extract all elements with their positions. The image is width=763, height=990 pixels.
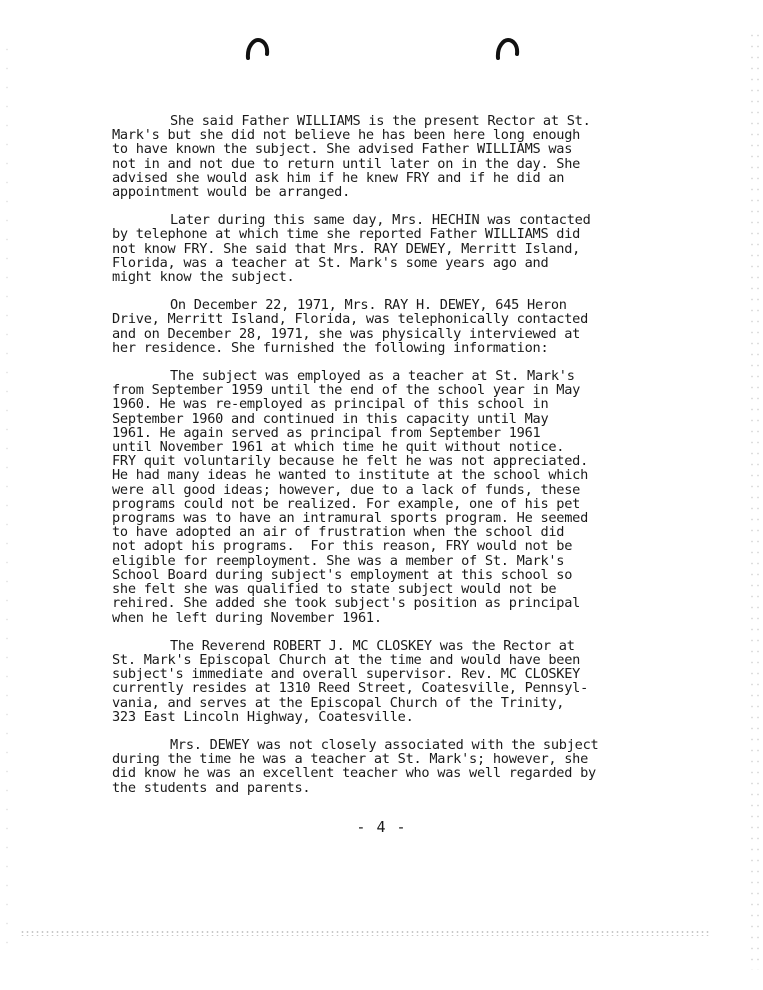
text-line: Mark's but she did not believe he has been here long enough	[112, 127, 581, 144]
text-line: 323 East Lincoln Highway, Coatesville.	[112, 708, 414, 725]
text-line: until November 1961 at which time he quit without notice.	[112, 439, 565, 456]
text-line: were all good ideas; however, due to a lack of funds, these	[112, 481, 581, 498]
text-line: eligible for reemployment. She was a member of St. Mark's	[112, 552, 565, 569]
text-line: The Reverend ROBERT J. MC CLOSKEY was the Rector at	[170, 637, 575, 654]
punch-hole-mark-left	[244, 36, 270, 62]
text-line: from September 1959 until the end of the school year in May	[112, 382, 581, 399]
document-body	[112, 114, 640, 809]
text-line: 1960. He was re-employed as principal of this school in	[112, 396, 549, 413]
text-line: Florida, was a teacher at St. Mark's some years ago and	[112, 254, 549, 271]
text-line: to have adopted an air of frustration when the school did	[112, 524, 565, 541]
page-number: - 4 -	[356, 818, 407, 836]
text-line: vania, and serves at the Episcopal Church of the Trinity,	[112, 694, 565, 711]
text-line: FRY quit voluntarily because he felt he was not appreciated.	[112, 453, 589, 470]
text-line: during the time he was a teacher at St. Mark's; however, she	[112, 751, 589, 768]
text-line: subject's immediate and overall supervisor. Rev. MC CLOSKEY	[112, 666, 581, 683]
text-line: Drive, Merritt Island, Florida, was telephonically contacted	[112, 311, 589, 328]
punch-hole-mark-right	[494, 36, 520, 62]
text-line: and on December 28, 1971, she was physically interviewed at	[112, 325, 581, 342]
text-line: did know he was an excellent teacher who was well regarded by	[112, 765, 596, 782]
text-line: advised she would ask him if he knew FRY and if he did an	[112, 169, 565, 186]
text-line: rehired. She added she took subject's position as principal	[112, 595, 581, 612]
text-line: Mrs. DEWEY was not closely associated with the subject	[170, 736, 599, 753]
paragraph-dewey-assessment	[112, 738, 640, 795]
text-line: not in and not due to return until later on in the day. She	[112, 155, 581, 172]
paragraph-hechin-contact	[112, 213, 640, 284]
paragraph-employment-history	[112, 369, 640, 625]
text-line: when he left during November 1961.	[112, 609, 382, 626]
text-line: appointment would be arranged.	[112, 184, 351, 201]
text-line: not adopt his programs. For this reason, FRY would not be	[112, 538, 573, 555]
text-line: School Board during subject's employment at this school so	[112, 566, 573, 583]
text-line: St. Mark's Episcopal Church at the time and would have been	[112, 651, 581, 668]
text-line: programs was to have an intramural sports program. He seemed	[112, 510, 589, 527]
text-line: by telephone at which time she reported Father WILLIAMS did	[112, 226, 581, 243]
text-line: Later during this same day, Mrs. HECHIN was contacted	[170, 212, 591, 229]
text-line: He had many ideas he wanted to institute at the school which	[112, 467, 589, 484]
text-line: 1961. He again served as principal from September 1961	[112, 424, 541, 441]
text-line: On December 22, 1971, Mrs. RAY H. DEWEY, 645 Heron	[170, 297, 567, 314]
paragraph-dewey-interview	[112, 298, 640, 355]
text-line: September 1960 and continued in this capacity until May	[112, 410, 549, 427]
text-line: the students and parents.	[112, 779, 311, 796]
paragraph-mc-closkey	[112, 639, 640, 724]
text-line: might know the subject.	[112, 269, 295, 286]
text-line: programs could not be realized. For example, one of his pet	[112, 495, 581, 512]
paragraph-williams-rector	[112, 114, 640, 199]
text-line: her residence. She furnished the following information:	[112, 339, 549, 356]
scan-bottom-noise	[20, 930, 710, 936]
text-line: She said Father WILLIAMS is the present Rector at St.	[170, 113, 591, 129]
text-line: The subject was employed as a teacher at St. Mark's	[170, 368, 575, 385]
text-line: not know FRY. She said that Mrs. RAY DEWEY, Merritt Island,	[112, 240, 581, 257]
text-line: currently resides at 1310 Reed Street, Coatesville, Pennsyl-	[112, 680, 589, 697]
text-line: to have known the subject. She advised Father WILLIAMS was	[112, 141, 573, 158]
text-line: she felt she was qualified to state subject would not be	[112, 581, 557, 598]
